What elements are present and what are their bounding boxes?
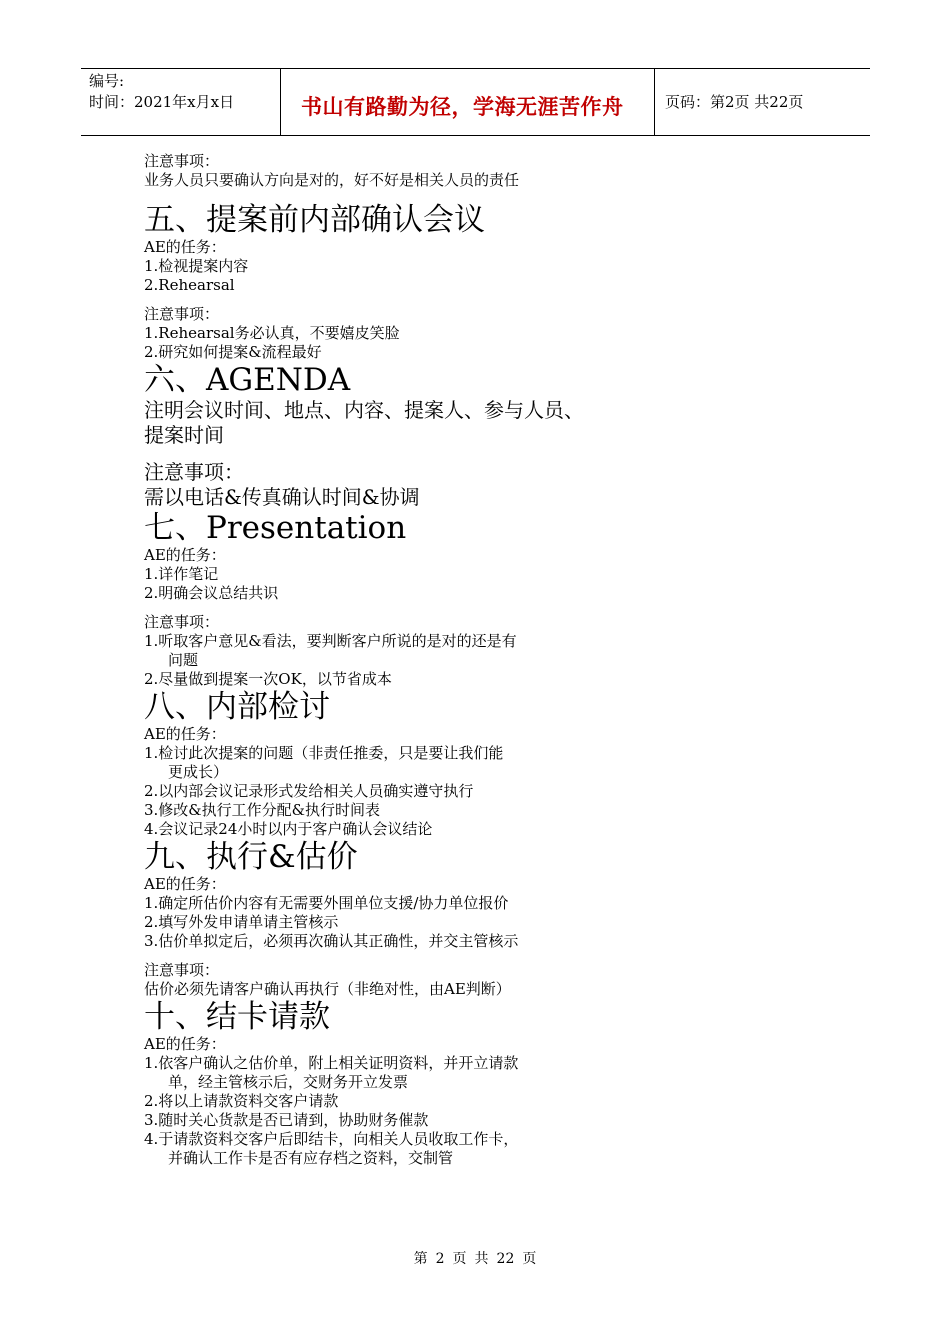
section-6-body-line-2: 提案时间 [144, 423, 224, 447]
intro-note-text: 业务人员只要确认方向是对的，好不好是相关人员的责任 [144, 171, 520, 189]
section-9-title: 九、执行&估价 [144, 839, 358, 875]
footer-page-mid: 页 [452, 1251, 467, 1267]
section-8-task-title: AE的任务： [144, 725, 226, 743]
section-10-task-2: 2.将以上请款资料交客户请款 [144, 1092, 339, 1110]
section-5-note-2: 2.研究如何提案&流程最好 [144, 343, 322, 361]
section-8-title: 八、内部检讨 [144, 689, 330, 725]
footer-page-total-prefix: 共 [474, 1251, 489, 1267]
section-8-task-4: 4.会议记录24小时以内于客户确认会议结论 [144, 820, 433, 838]
section-7-note-2: 2.尽量做到提案一次OK，以节省成本 [144, 670, 392, 688]
section-5-task-2: 2.Rehearsal [144, 276, 235, 294]
section-10-task-1: 1.依客户确认之估价单，附上相关证明资料，并开立请款 [144, 1054, 519, 1072]
header-meta-cell [81, 69, 281, 135]
section-7-note-1-cont: 问题 [168, 651, 199, 669]
section-6-title: 六、AGENDA [144, 362, 351, 398]
doc-time-label: 时间：2021年x月x日 [89, 93, 235, 111]
header-motto-cell [281, 69, 655, 135]
section-8-task-2: 2.以内部会议记录形式发给相关人员确实遵守执行 [144, 782, 474, 800]
page-header [81, 68, 870, 136]
section-9-task-3: 3.估价单拟定后，必须再次确认其正确性，并交主管核示 [144, 932, 519, 950]
section-9-note-title: 注意事项： [144, 961, 220, 979]
section-5-task-title: AE的任务： [144, 238, 226, 256]
section-10-task-4: 4.于请款资料交客户后即结卡，向相关人员收取工作卡， [144, 1130, 519, 1148]
section-9-task-1: 1.确定所估价内容有无需要外围单位支援/协力单位报价 [144, 894, 509, 912]
section-5-title: 五、提案前内部确认会议 [144, 202, 485, 238]
section-7-title: 七、Presentation [144, 510, 407, 546]
footer-page-prefix: 第 [413, 1251, 428, 1267]
section-7-note-1: 1.听取客户意见&看法，要判断客户所说的是对的还是有 [144, 632, 517, 650]
footer-page-current: 2 [435, 1251, 445, 1267]
section-7-task-1: 1.详作笔记 [144, 565, 219, 583]
section-9-note-text: 估价必须先请客户确认再执行（非绝对性，由AE判断） [144, 980, 511, 998]
intro-note-title: 注意事项： [144, 152, 220, 170]
section-8-task-3: 3.修改&执行工作分配&执行时间表 [144, 801, 381, 819]
section-10-task-title: AE的任务： [144, 1035, 226, 1053]
footer-page-suffix: 页 [522, 1251, 537, 1267]
section-9-task-title: AE的任务： [144, 875, 226, 893]
section-10-task-4-cont: 并确认工作卡是否有应存档之资料，交制管 [168, 1149, 454, 1167]
section-10-task-1-cont: 单，经主管核示后，交财务开立发票 [168, 1073, 409, 1091]
section-10-task-3: 3.随时关心货款是否已请到，协助财务催款 [144, 1111, 429, 1129]
footer-page-total: 22 [496, 1251, 515, 1267]
section-8-task-1-cont: 更成长） [168, 763, 229, 781]
section-7-task-title: AE的任务： [144, 546, 226, 564]
section-10-title: 十、结卡请款 [144, 999, 330, 1035]
section-6-note-title: 注意事项： [144, 460, 244, 484]
section-6-body-line-1: 注明会议时间、地点、内容、提案人、参与人员、 [144, 398, 584, 422]
doc-number-label: 编号: [89, 72, 125, 90]
section-7-note-title: 注意事项： [144, 613, 220, 631]
section-8-task-1: 1.检讨此次提案的问题（非责任推委，只是要让我们能 [144, 744, 504, 762]
header-page-label: 页码：第2页 共22页 [665, 93, 804, 111]
section-7-task-2: 2.明确会议总结共识 [144, 584, 279, 602]
section-5-task-1: 1.检视提案内容 [144, 257, 249, 275]
section-5-note-title: 注意事项： [144, 305, 220, 323]
header-motto: 书山有路勤为径，学海无涯苦作舟 [301, 94, 624, 119]
section-5-note-1: 1.Rehearsal务必认真，不要嬉皮笑脸 [144, 324, 400, 342]
section-6-note-text: 需以电话&传真确认时间&协调 [144, 485, 420, 509]
document-body [144, 152, 844, 1168]
header-page-cell [655, 69, 870, 135]
page-footer [0, 1248, 950, 1268]
section-9-task-2: 2.填写外发申请单请主管核示 [144, 913, 339, 931]
